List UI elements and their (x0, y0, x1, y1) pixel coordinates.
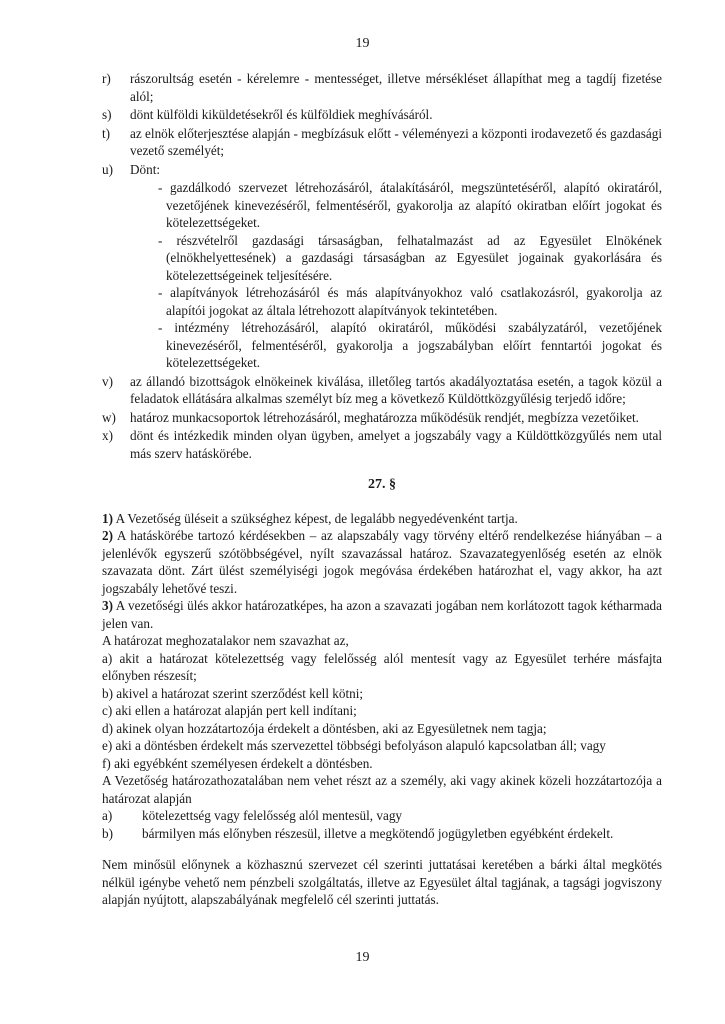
list-marker: u) (102, 161, 113, 177)
page-number-top: 19 (355, 36, 370, 51)
list-marker: x) (102, 428, 113, 443)
not-voting-intro: A határozat meghozatalakor nem szavazhat az, (102, 633, 349, 648)
document-body (102, 70, 662, 909)
closing-paragraph: Nem minősül előnynek a közhasznú szervezet cél szerinti juttatásai keretében a bárki által megkötés nélkül igénybe vehető nem pénzbeli szolgáltatás, illetve az Egyesület által tagjának, a tagsági jogviszony alapján nyújtott, alapszabályának megfelelő cél szerinti juttatás. (102, 857, 662, 907)
subitem: - részvételről gazdasági társaságban, felhatalmazást ad az Egyesület Elnökének (elnökhelyettesének) a gazdasági társaságban az Egyesület jogainak gyakorlására és kötelezettségeinek teljesítésére. (158, 232, 662, 283)
list-marker: s) (102, 107, 112, 122)
paragraph-2 (102, 527, 662, 597)
paragraph-number: 1) (102, 510, 113, 526)
not-voting-item: c) aki ellen a határozat alapján pert kell indítani; (102, 703, 357, 718)
not-participate-item (102, 807, 662, 825)
list-marker: t) (102, 125, 111, 141)
not-voting-item: e) aki a döntésben érdekelt más szervezettel többségi befolyáson alapuló kapcsolatban áll; vagy (102, 738, 606, 753)
list-marker: r) (102, 71, 111, 86)
paragraph-number: 2) (102, 528, 113, 543)
list-marker: w) (102, 409, 116, 425)
list-text: rászorultság esetén - kérelemre - mentességet, illetve mérsékléset állapíthat meg a tagdíj fizetése alól; (130, 71, 662, 104)
list-text: az elnök előterjesztése alapján - megbízásuk előtt - véleményezi a központi irodavezető és gazdasági vezető személyét; (130, 125, 662, 158)
not-participate-intro: A Vezetőség határozathozatalában nem vehet részt az a személy, aki vagy akinek közeli hozzátartozója a határozat alapján (102, 773, 662, 806)
list-text: Dönt: (130, 161, 161, 177)
list-item-x (102, 427, 662, 462)
not-participate-item (102, 825, 662, 843)
not-voting-item: d) akinek olyan hozzátartozója érdekelt a döntésben, aki az Egyesületnek nem tagja; (102, 720, 547, 736)
subitem: - alapítványok létrehozásáról és más alapítványokhoz való csatlakozásról, gyakorolja az alapítói jogokat az általa létrehozott alapítványok tekintetében. (158, 285, 662, 318)
list-marker: a) (102, 808, 113, 823)
spacer (102, 842, 662, 856)
list-item-u (102, 161, 662, 372)
list-text: kötelezettség vagy felelősség alól mentesül, vagy (142, 808, 403, 823)
list-item-w (102, 409, 662, 427)
list-text: dönt és intézkedik minden olyan ügyben, amelyet a jogszabály vagy a Küldöttközgyűlés nem utal más szerv hatáskörébe. (130, 428, 662, 461)
section-title: 27. § (368, 477, 396, 492)
list-text: dönt külföldi kiküldetésekről és külföldiek meghívásáról. (130, 107, 433, 122)
subitem: - gazdálkodó szervezet létrehozásáról, átalakításáról, megszüntetéséről, alapító okiratáról, vezetőjének kinevezéséről, felmentéséről, gyakorolja az alapító okiratban előírt jogokat és kötelezettségeket. (158, 180, 662, 230)
list-text: az állandó bizottságok elnökeinek kiválása, illetőleg tartós akadályoztatása esetén, a tagok közül a feladatok ellátására alkalmas személyt bíz meg a következő Küldöttközgyűlésig terjedő időre; (130, 373, 662, 406)
list-marker: b) (102, 825, 113, 841)
list-item-t (102, 125, 662, 160)
u-subitems (130, 179, 662, 372)
paragraph-text: A vezetőségi ülés akkor határozatképes, ha azon a szavazati jogában nem korlátozott tagok kétharmada jelen van. (102, 598, 662, 631)
paragraph-3 (102, 597, 662, 632)
paragraph-text: A hatáskörébe tartozó kérdésekben – az alapszabály vagy törvény eltérő rendelkezése hiányában – a jelenlévők egyszerű szótöbbségével, nyílt szavazással határoz. Szavazategyenlőség esetén az elnök szavazata dönt. Zárt ülést személyiségi jogok megóvása érdekében határozhat el, vagy akkor, ha azt jogszabály lehetővé teszi. (102, 528, 662, 596)
paragraph-1 (102, 510, 662, 528)
not-voting-item: f) aki egyébként személyesen érdekelt a döntésben. (102, 755, 373, 771)
list-text: határoz munkacsoportok létrehozásáról, meghatározza működésük rendjét, megbízza vezetőiket. (130, 409, 639, 425)
not-voting-item: b) akivel a határozat szerint szerződést kell kötni; (102, 685, 364, 701)
list-item-v (102, 373, 662, 408)
paragraph-number: 3) (102, 598, 113, 613)
paragraph-text: A Vezetőség üléseit a szükséghez képest, de legalább negyedévenként tartja. (113, 510, 518, 526)
subitem: - intézmény létrehozásáról, alapító okiratáról, működési szabályzatáról, vezetőjének kinevezéséről, felmentéséről, gyakorolja a jogszabályban előírt fenntartói jogokat és kötelezettségeket. (158, 320, 662, 370)
list-marker: v) (102, 373, 113, 389)
list-text: bármilyen más előnyben részesül, illetve a megkötendő jogügyletben egyébként érdekelt. (142, 825, 614, 841)
list-item-r (102, 70, 662, 105)
page-number-bottom: 19 (355, 950, 370, 965)
not-voting-item: a) akit a határozat kötelezettség vagy felelősség alól mentesít vagy az Egyesület terhére másfajta előnyben részesít; (102, 650, 662, 683)
list-item-s (102, 106, 662, 124)
